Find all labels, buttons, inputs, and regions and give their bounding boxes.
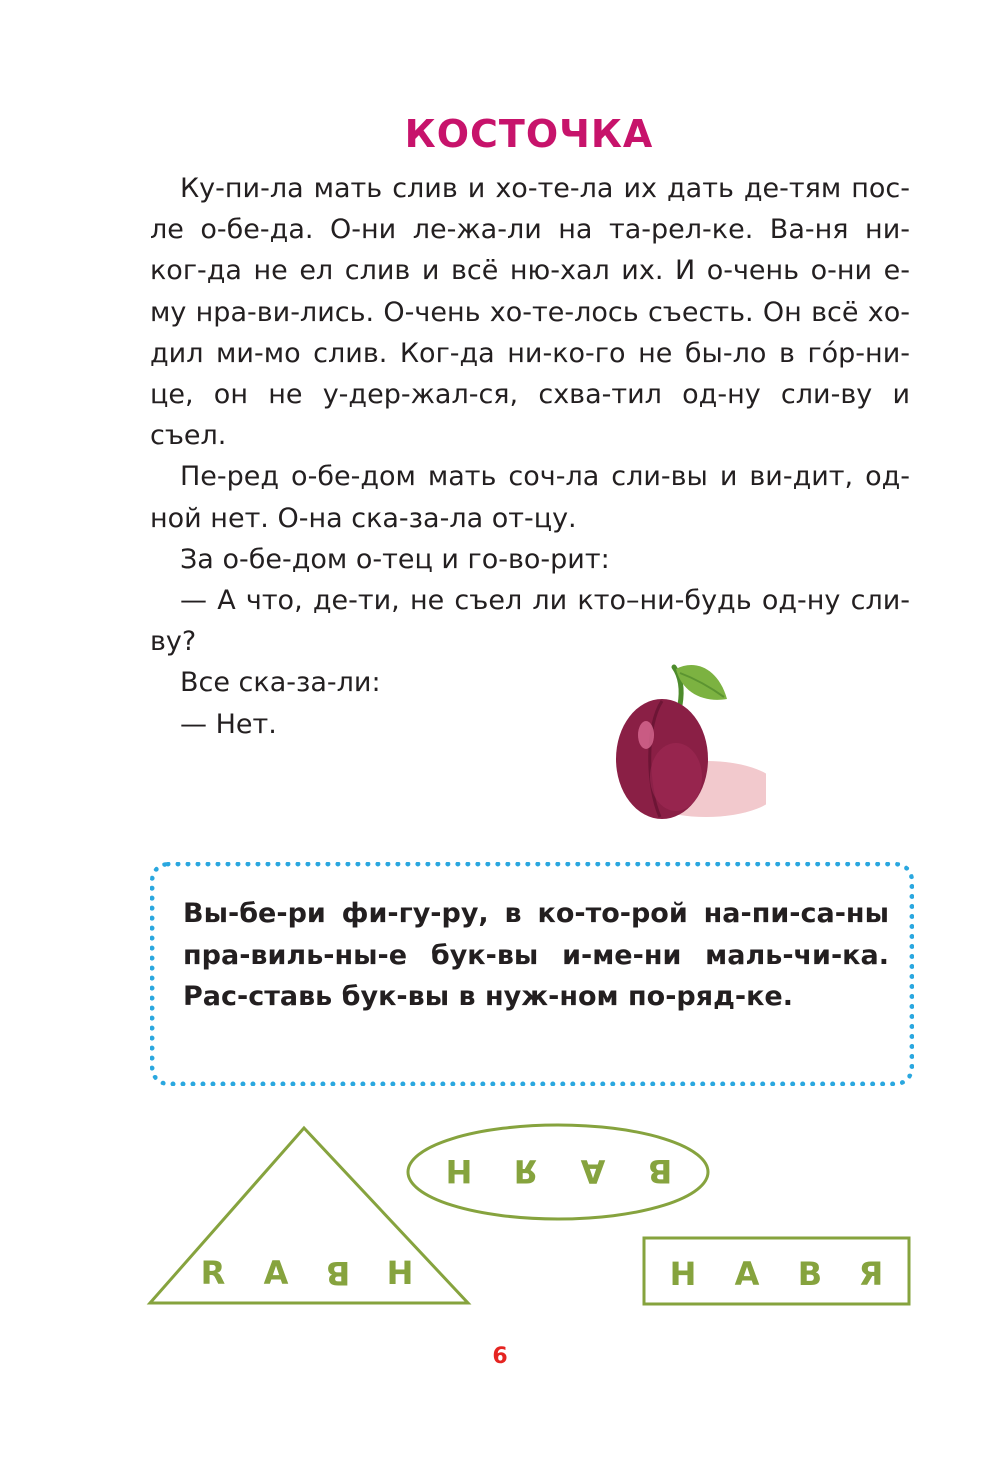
triangle-letter-4: Н <box>386 1254 414 1292</box>
story-text <box>150 168 910 745</box>
story-title: КОСТОЧКА <box>404 112 654 156</box>
page-number: 6 <box>492 1344 508 1369</box>
plum-illustration <box>606 655 766 825</box>
ellipse-letter-1: В <box>647 1152 673 1190</box>
triangle-letter-3: В <box>325 1254 351 1292</box>
rectangle-option[interactable] <box>644 1238 909 1304</box>
ellipse-letter-3: Я <box>513 1152 539 1190</box>
task-box <box>150 862 914 1086</box>
rectangle-letter-1: Н <box>669 1255 697 1293</box>
rectangle-letter-4: Я <box>858 1255 884 1293</box>
ellipse-letter-2: А <box>580 1152 606 1190</box>
task-instruction: Вы-бе-ри фи-гу-ру, в ко-то-рой на-пи-са-ны пра-виль-ны-е бук-вы и-ме-ни маль-чи-ка. Рас-ставь бук-вы в нуж-ном по-ряд-ке. <box>183 898 889 1012</box>
triangle-letter-1: R <box>200 1254 226 1292</box>
story-paragraph-1: Ку-пи-ла мать слив и хо-те-ла их дать де-тям пос-ле о-бе-да. О-ни ле-жа-ли на та-рел-ке. Ва-ня ни-ког-да не ел слив и всё ню-хал их. И о-чень о-ни е-му нра-ви-лись. О-чень хо-те-лось съесть. Он всё хо-дил ми-мо слив. Ког-да ни-ко-го не бы-ло в го́р-ни-це, он не у-дер-жал-ся, схва-тил од-ну сли-ву и съел. <box>150 173 910 452</box>
letter-shapes <box>0 1110 1000 1330</box>
plum-highlight <box>638 721 654 749</box>
ellipse-option[interactable] <box>408 1125 708 1219</box>
story-paragraph-3: За о-бе-дом о-тец и го-во-рит: <box>180 543 610 575</box>
rectangle-letter-3: В <box>797 1255 823 1293</box>
triangle-letter-2: А <box>263 1254 289 1292</box>
story-paragraph-2: Пе-ред о-бе-дом мать соч-ла сли-вы и ви-дит, од-ной нет. О-на ска-за-ла от-цу. <box>150 461 910 534</box>
story-answer: — Нет. <box>180 708 277 740</box>
story-question: — А что, де-ти, не съел ли кто–ни-будь од-ну сли-ву? <box>150 585 910 658</box>
story-paragraph-5: Все ска-за-ли: <box>180 667 381 699</box>
ellipse-letter-4: Н <box>445 1152 473 1190</box>
rectangle-letter-2: А <box>734 1255 760 1293</box>
